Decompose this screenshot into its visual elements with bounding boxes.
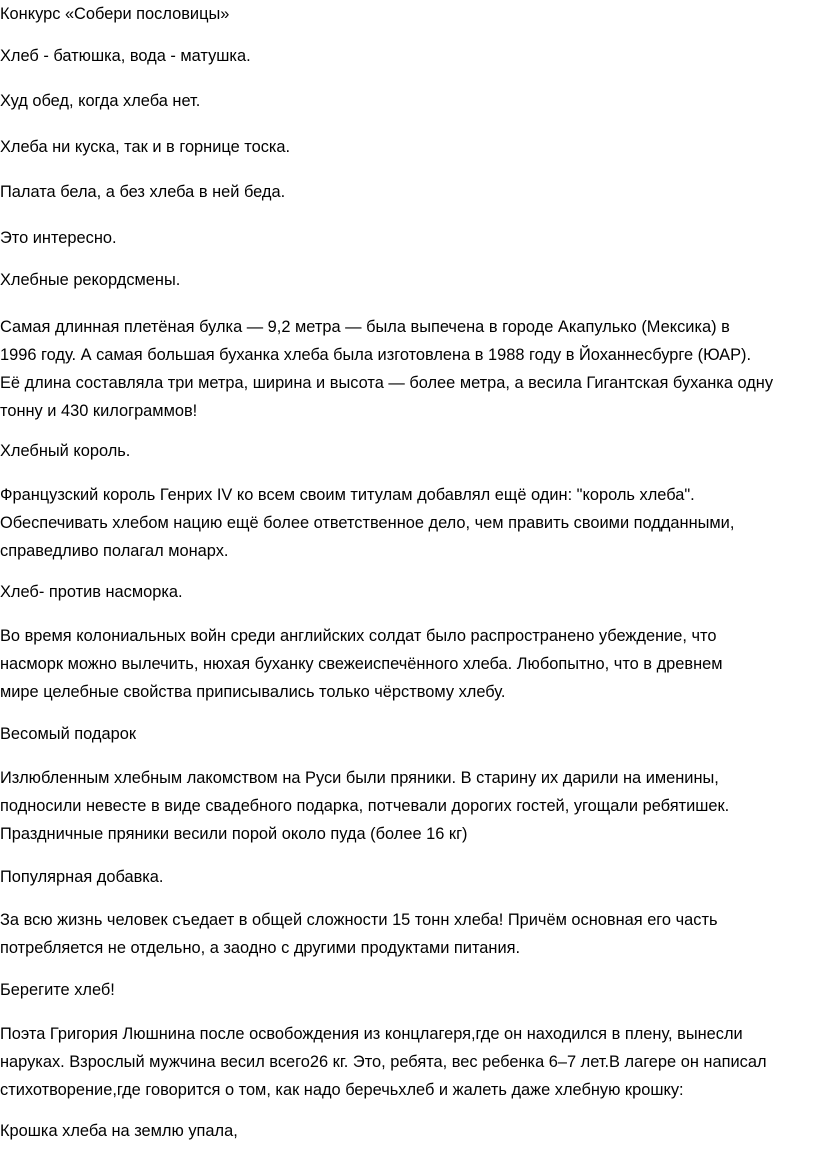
text-line: За всю жизнь человек съедает в общей сложности 15 тонн хлеба! Причём основная его часть [0,911,718,929]
text-line: Палата бела, а без хлеба в ней беда. [0,183,286,201]
section-heading-interesting [0,224,814,252]
section-heading-king [0,437,814,465]
text-line: Её длина составляла три метра, ширина и высота — более метра, а весила Гигантская буханка одну [0,374,774,392]
text-line: Самая длинная плетёная булка — 9,2 метра — была выпечена в городе Акапулько (Мексика) в [0,318,730,336]
text-line: Праздничные пряники весили порой около пуда (более 16 кг) [0,825,468,843]
text-line: Конкурс «Собери пословицы» [0,5,230,23]
paragraph-records [0,313,814,425]
text-line: Поэта Григория Люшнина после освобождения из концлагеря,где он находился в плену, вынесли [0,1025,743,1043]
text-line: Хлебный король. [0,442,131,460]
section-heading-gift [0,720,814,748]
text-line: наруках. Взрослый мужчина весил всего26 кг. Это, ребята, вес ребенка 6–7 лет.В лагере он написал [0,1053,767,1071]
paragraph-poet [0,1020,814,1104]
text-line: Хлебные рекордсмены. [0,271,181,289]
section-heading-runny-nose [0,578,814,606]
text-line: Французский король Генрих IV ко всем своим титулам добавлял ещё один: "король хлеба". [0,486,695,504]
text-line: Во время колониальных войн среди английских солдат было распространено убеждение, что [0,627,717,645]
contest-title [0,0,814,28]
text-line: Популярная добавка. [0,868,164,886]
text-line: насморк можно вылечить, нюхая буханку свежеиспечённого хлеба. Любопытно, что в древнем [0,655,723,673]
paragraph-runny-nose [0,622,814,706]
poem-first-line [0,1117,814,1145]
paragraph-gift [0,764,814,848]
section-heading-cherish [0,976,814,1004]
text-line: стихотворение,где говорится о том, как надо беречьхлеб и жалеть даже хлебную крошку: [0,1081,684,1099]
proverb-1 [0,42,814,70]
text-line: Худ обед, когда хлеба нет. [0,92,201,110]
text-line: мире целебные свойства приписывались только чёрствому хлебу. [0,683,506,701]
text-line: справедливо полагал монарх. [0,542,229,560]
text-line: Весомый подарок [0,725,137,743]
section-heading-records [0,266,814,294]
text-line: Берегите хлеб! [0,981,115,999]
text-line: Излюбленным хлебным лакомством на Руси были пряники. В старину их дарили на именины, [0,769,719,787]
text-line: подносили невесте в виде свадебного подарка, потчевали дорогих гостей, угощали ребятишек. [0,797,730,815]
section-heading-supplement [0,863,814,891]
paragraph-supplement [0,906,814,962]
text-line: Обеспечивать хлебом нацию ещё более ответственное дело, чем править своими подданными, [0,514,735,532]
proverb-3 [0,133,814,161]
text-line: Хлеб - батюшка, вода - матушка. [0,47,251,65]
text-line: 1996 году. А самая большая буханка хлеба была изготовлена в 1988 году в Йоханнесбурге (ЮАР). [0,346,752,364]
text-line: тонну и 430 килограммов! [0,402,198,420]
text-line: потребляется не отдельно, а заодно с другими продуктами питания. [0,939,521,957]
text-line: Крошка хлеба на землю упала, [0,1122,238,1140]
text-line: Хлеба ни куска, так и в горнице тоска. [0,138,291,156]
proverb-4 [0,178,814,206]
text-line: Хлеб- против насморка. [0,583,183,601]
text-line: Это интересно. [0,229,117,247]
proverb-2 [0,87,814,115]
paragraph-king [0,481,814,565]
